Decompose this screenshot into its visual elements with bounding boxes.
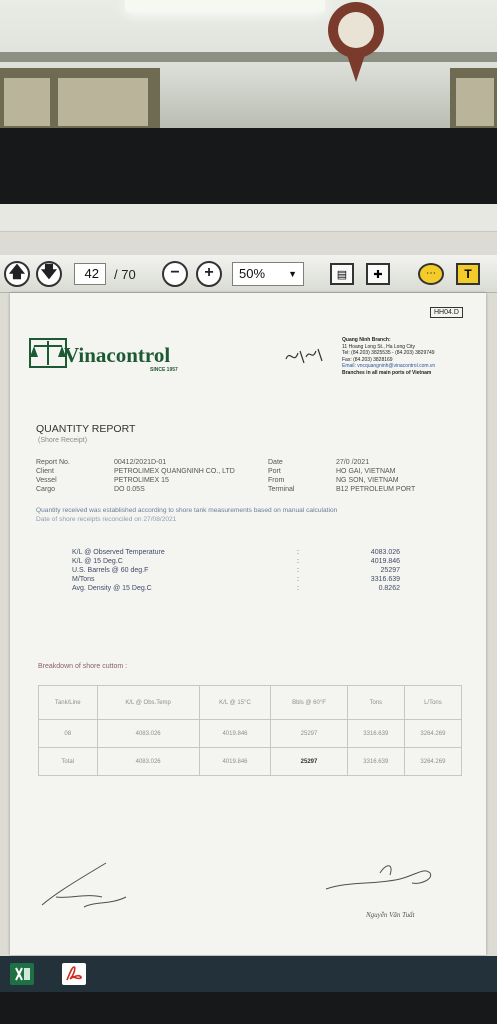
table-cell: Total [39, 748, 98, 776]
zoom-out-icon: − [162, 261, 188, 287]
signature-left [36, 853, 146, 913]
colon: : [297, 567, 299, 574]
measurement-value: 4083.026 [370, 549, 400, 556]
zoom-value: 50% [239, 266, 266, 281]
signatory-name: Nguyễn Văn Tuất [366, 911, 415, 919]
taskbar [0, 956, 497, 992]
field-label: Date [268, 459, 283, 466]
field-label: From [268, 477, 285, 484]
colon: : [297, 558, 299, 565]
vinacontrol-logo [28, 337, 68, 369]
reconciliation-note: Date of shore receipts reconciled on 27/08/2021 [36, 516, 177, 523]
measurement-label: Avg. Density @ 15 Deg.C [72, 585, 152, 592]
table-cell: 4019.846 [199, 720, 271, 748]
measurement-label: K/L @ Observed Temperature [72, 549, 165, 556]
field-value: 00412/2021D-01 [114, 459, 167, 466]
column-header: K/L @ 15°C [199, 686, 271, 720]
field-label: Vessel [36, 477, 57, 484]
brand-since: SINCE 1957 [150, 367, 178, 373]
chevron-down-icon: ▼ [288, 269, 297, 279]
report-title: QUANTITY REPORT [36, 423, 136, 435]
ceiling-lamp [125, 0, 325, 12]
form-code: HH04.D [430, 307, 463, 318]
zoom-select[interactable] [232, 262, 304, 286]
table-cell: 4019.846 [199, 748, 271, 776]
column-header: L/Tons [404, 686, 461, 720]
viewer-top-strip [0, 204, 497, 232]
up-arrow-icon: 🡅 [4, 261, 30, 287]
fit-page-icon: ▤ [330, 263, 354, 285]
previous-page-button[interactable] [4, 261, 30, 287]
measurement-value: 4019.846 [370, 558, 400, 565]
measurement-label: K/L @ 15 Deg.C [72, 558, 123, 565]
fit-width-icon: ✚ [366, 263, 390, 285]
table-total-row [39, 748, 462, 776]
handwritten-initials [282, 345, 330, 369]
window-right [450, 68, 497, 130]
measurement-value: 0.8262 [378, 585, 400, 592]
field-label: Port [268, 468, 281, 475]
zoom-in-button[interactable] [196, 261, 222, 287]
signature-right [320, 855, 450, 905]
next-page-button[interactable] [36, 261, 62, 287]
field-value: PETROLIMEX QUANGNINH CO., LTD [114, 468, 235, 475]
pdf-toolbar [0, 255, 497, 293]
page-number-input[interactable]: 42 [74, 263, 106, 285]
field-label: Report No. [36, 459, 70, 466]
pdf-icon[interactable] [62, 963, 86, 985]
fit-page-button[interactable] [330, 261, 354, 287]
column-header: K/L @ Obs.Temp [97, 686, 199, 720]
window-left [0, 68, 160, 130]
field-label: Terminal [268, 486, 295, 493]
table-cell: 3316.639 [347, 748, 404, 776]
comment-button[interactable] [418, 261, 444, 287]
measurement-label: U.S. Barrels @ 60 deg.F [72, 567, 149, 574]
fit-width-button[interactable] [366, 261, 390, 287]
table-cell: 3316.639 [347, 720, 404, 748]
breakdown-table [38, 685, 462, 776]
table-cell: 4083.026 [97, 720, 199, 748]
page-total-label: / 70 [114, 266, 136, 282]
comment-icon: ⋯ [418, 263, 444, 285]
table-row [39, 720, 462, 748]
table-cell: 4083.026 [97, 748, 199, 776]
colon: : [297, 549, 299, 556]
branch-address [342, 337, 435, 376]
wall-clock [328, 2, 384, 86]
branch-line: Tel: (84.203) 3825535 - (84.203) 3829749 [342, 350, 435, 356]
field-label: Cargo [36, 486, 56, 493]
branch-line: Quang Ninh Branch: [342, 337, 391, 343]
measurement-label: M/Tons [72, 576, 95, 583]
colon: : [297, 576, 299, 583]
measurement-value: 3316.639 [370, 576, 400, 583]
field-label: Client [36, 468, 54, 475]
column-header: Tank/Line [39, 686, 98, 720]
field-value: PETROLIMEX 15 [114, 477, 169, 484]
colon: : [297, 585, 299, 592]
down-arrow-icon: 🡇 [36, 261, 62, 287]
zoom-in-icon: + [196, 261, 222, 287]
table-cell: 25297 [271, 720, 347, 748]
excel-icon[interactable] [10, 963, 34, 985]
field-value: DO 0.05S [114, 486, 145, 493]
report-subtitle: (Shore Receipt) [38, 437, 88, 444]
table-cell: 08 [39, 720, 98, 748]
field-value: B12 PETROLEUM PORT [336, 486, 416, 493]
table-cell: 3264.269 [404, 748, 461, 776]
table-cell: 3264.269 [404, 720, 461, 748]
field-value: NG SON, VIETNAM [336, 477, 399, 484]
branch-line: Fax: (84.203) 3828169 [342, 356, 393, 363]
room-background [0, 0, 497, 130]
zoom-out-button[interactable] [162, 261, 188, 287]
table-cell: 25297 [271, 748, 347, 776]
measurement-value: 25297 [380, 567, 400, 574]
document-page [10, 293, 486, 955]
wall-band [0, 52, 497, 62]
breakdown-title: Breakdown of shore cuttom : [38, 663, 128, 670]
branch-line: 11 Hoang Long St., Ha Long City [342, 343, 416, 350]
column-header: Tons [347, 686, 404, 720]
column-header: Bbls @ 60°F [271, 686, 347, 720]
highlight-icon: T [456, 263, 480, 285]
branch-line: Email: vncquangninh@vinacontrol.com.vn [342, 363, 436, 369]
table-header-row [39, 686, 462, 720]
brand-name: Vinacontrol [64, 343, 171, 367]
field-value: 27/0 /2021 [336, 459, 370, 466]
field-value: HO GAI, VIETNAM [336, 468, 396, 475]
highlight-button[interactable] [456, 261, 480, 287]
branch-line: Branches in all main ports of Vietnam [342, 369, 432, 376]
calculation-note: Quantity received was established according to shore tank measurements based on manual calculation [36, 507, 338, 514]
